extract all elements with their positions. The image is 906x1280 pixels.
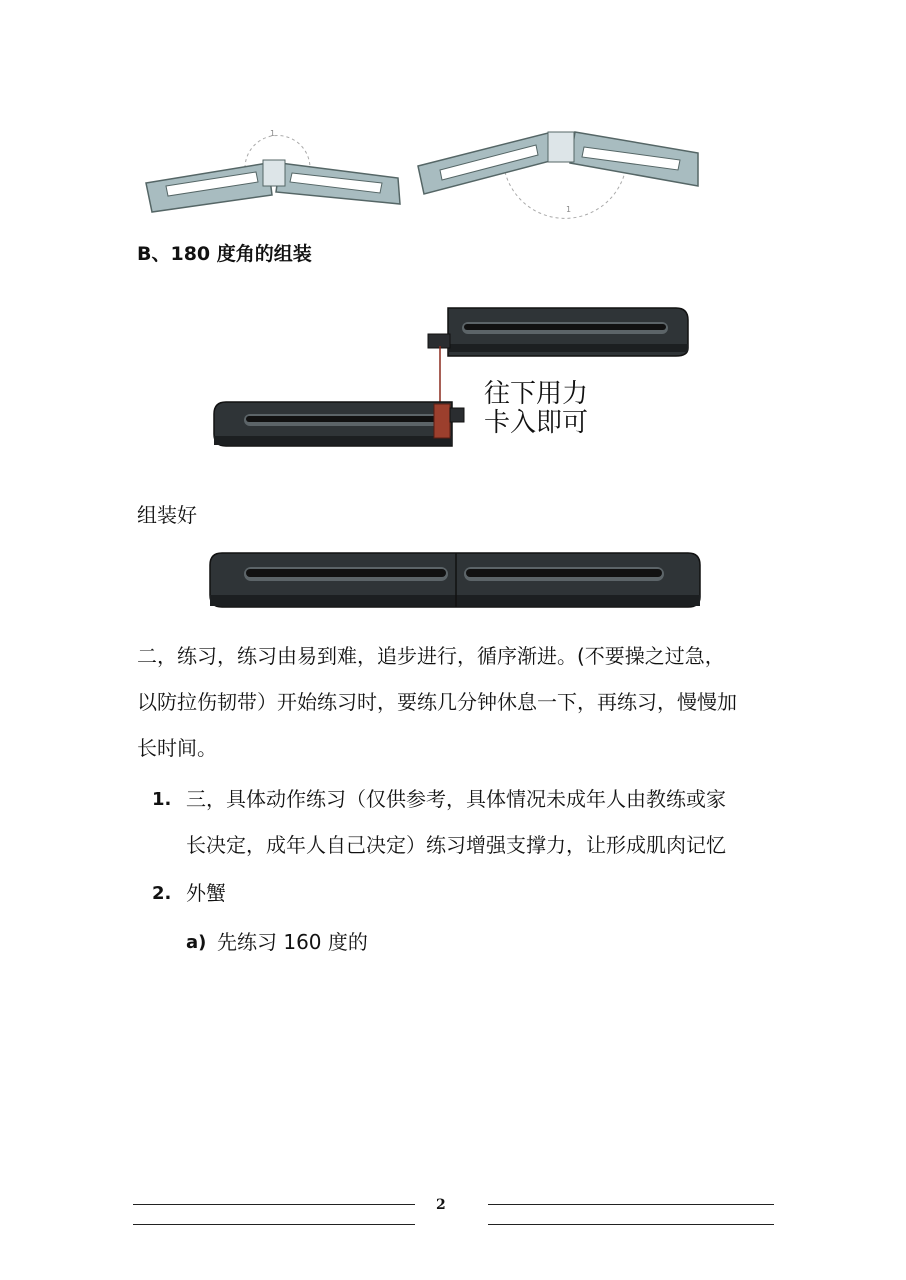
list-item-1-line-2: 长决定，成年人自己决定）练习增强支撑力，让形成肌肉记忆: [186, 833, 726, 857]
page-number: 2: [436, 1197, 446, 1213]
assembled-bar-figure: [0, 545, 906, 625]
right-angled-bars: [418, 132, 698, 218]
callout-line-1: 往下用力: [484, 379, 589, 409]
assembled-label: 组装好: [137, 503, 197, 527]
section-b-heading: B、180 度角的组装: [137, 243, 312, 265]
footer-rule-left-top: [133, 1204, 415, 1205]
list-marker-2: 2.: [152, 883, 172, 904]
footer-rule-right-bottom: [488, 1224, 774, 1225]
section-two-line-2: 以防拉伤韧带）开始练习时，要练几分钟休息一下，再练习，慢慢加: [137, 690, 737, 714]
left-angled-bars: [146, 129, 400, 212]
list-marker-1: 1.: [152, 789, 172, 810]
footer-rule-right-top: [488, 1204, 774, 1205]
press-fit-figure: [0, 300, 906, 480]
section-two-line-1: 二，练习，练习由易到难，追步进行，循序渐进。(不要操之过急，: [137, 644, 725, 668]
section-two-line-3: 长时间。: [137, 736, 217, 760]
sublist-item-a: 先练习 160 度的: [217, 930, 368, 954]
lower-bar: [214, 402, 464, 446]
upper-bar: [428, 308, 688, 356]
press-callout: [484, 380, 588, 438]
svg-text:1: 1: [270, 129, 276, 138]
sublist-marker-a: a): [186, 932, 207, 953]
callout-line-2: 卡入即可: [484, 408, 589, 438]
list-item-1-line-1: 三，具体动作练习（仅供参考，具体情况未成年人由教练或家: [186, 787, 726, 811]
footer-rule-left-bottom: [133, 1224, 415, 1225]
list-item-2: 外蟹: [186, 881, 226, 905]
angle-assembly-figure: [0, 0, 906, 230]
svg-text:1: 1: [566, 205, 572, 214]
